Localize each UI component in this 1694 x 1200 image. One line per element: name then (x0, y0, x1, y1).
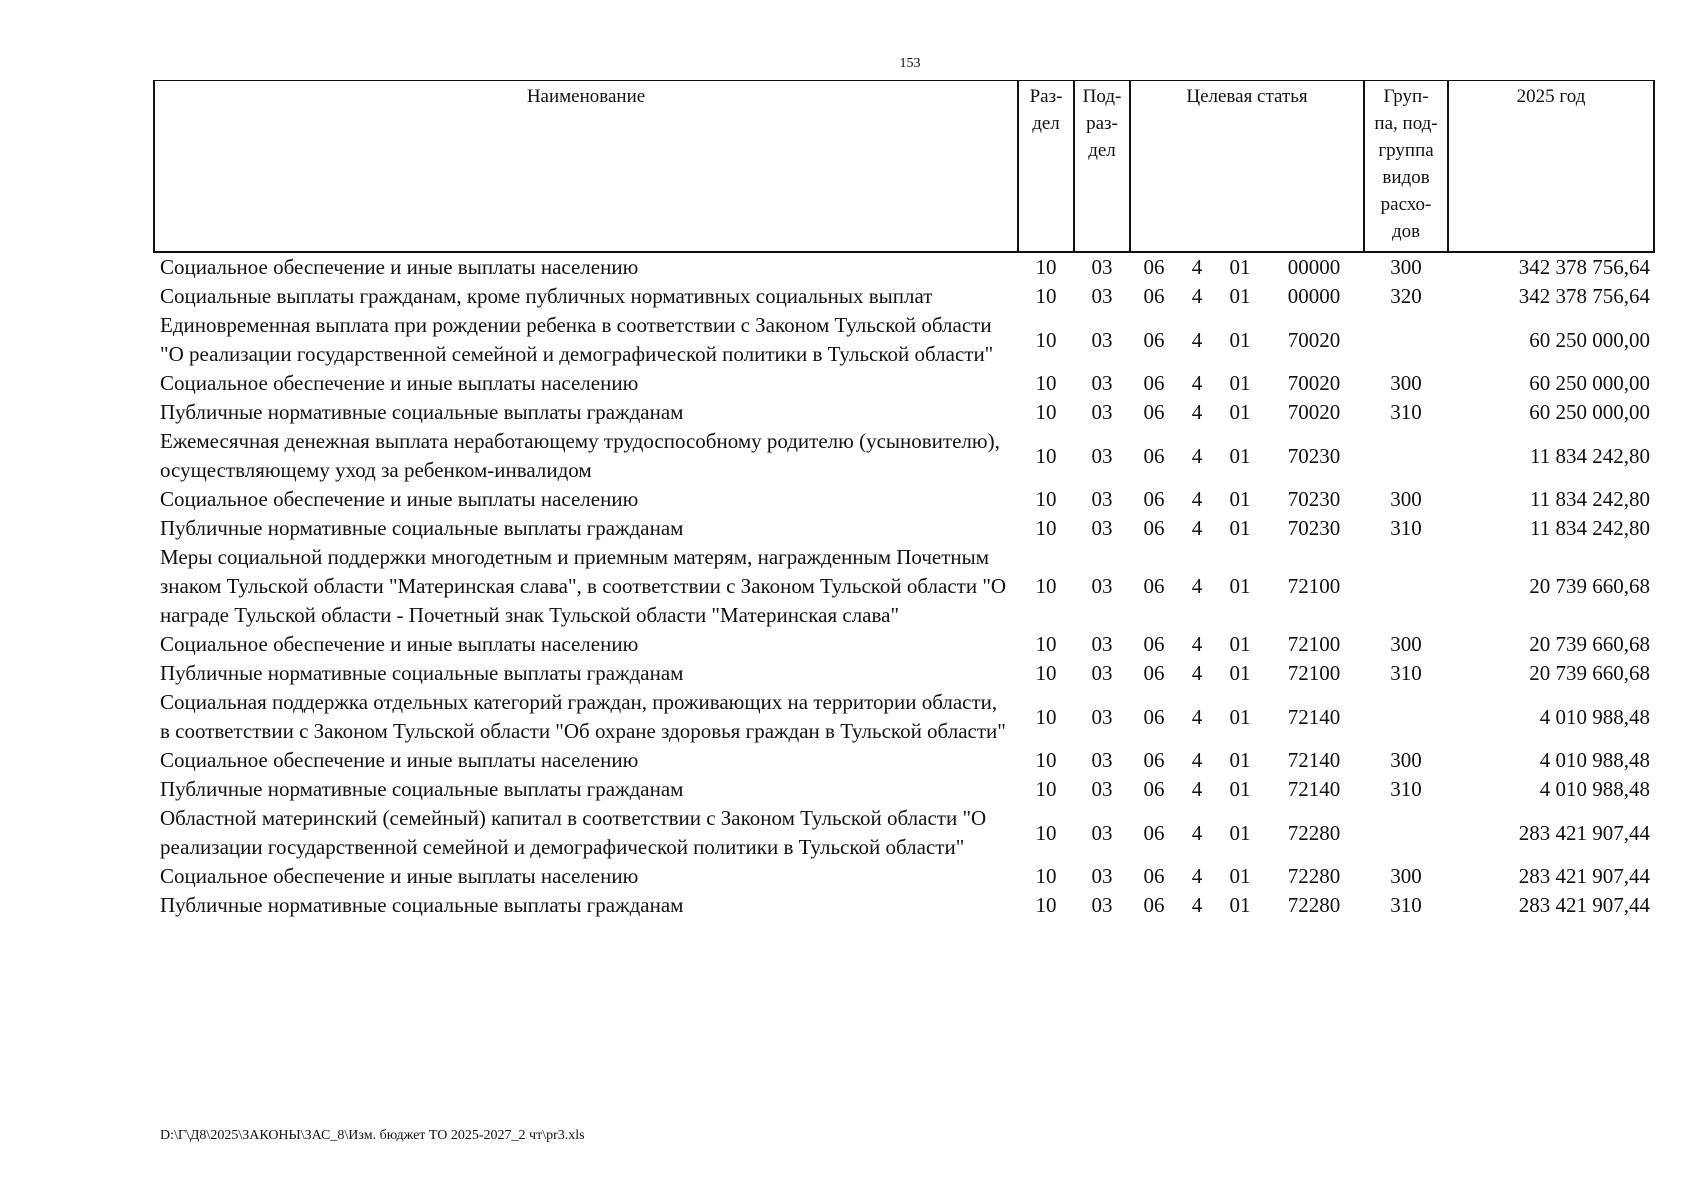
cell-target-program: 06 (1143, 777, 1165, 801)
cell-expense-group (1364, 688, 1448, 746)
cell-target-program: 06 (1143, 704, 1165, 729)
table-body (154, 252, 1654, 920)
cell-target-event: 01 (1229, 704, 1251, 729)
cell-target-direction: 70020 (1287, 371, 1341, 395)
cell-target-program: 06 (1143, 864, 1165, 888)
cell-razdel: 10 (1035, 516, 1057, 540)
cell-target-program: 06 (1143, 443, 1165, 468)
header-gruppa-vidov (1364, 81, 1448, 253)
cell-target-program: 06 (1143, 284, 1165, 308)
cell-target-direction: 72100 (1287, 574, 1341, 598)
cell-amount: 60 250 000,00 (1529, 371, 1651, 395)
cell-target-direction: 72140 (1287, 777, 1341, 801)
budget-table (153, 80, 1655, 920)
table-row (154, 891, 1654, 920)
table-row (154, 543, 1654, 630)
cell-name: Публичные нормативные социальные выплаты гражданам (160, 400, 684, 424)
cell-target-program: 06 (1143, 820, 1165, 845)
cell-name: Единовременная выплата при рождении ребенка в соответствии с Законом Тульской области "О реализации государственной семейной и демографической политики в Тульской области" (160, 313, 994, 366)
table-row (154, 514, 1654, 543)
cell-razdel: 10 (1035, 371, 1057, 395)
footer-file-path: D:\Г\Д8\2025\ЗАКОНЫ\ЗАС_8\Изм. бюджет ТО 2025-2027_2 чт\pr3.xls (160, 1128, 585, 1143)
table-row (154, 630, 1654, 659)
cell-target-event: 01 (1229, 516, 1251, 540)
cell-target-direction: 00000 (1287, 284, 1341, 308)
cell-target-program: 06 (1143, 487, 1165, 511)
cell-target-event: 01 (1229, 487, 1251, 511)
table-row (154, 659, 1654, 688)
table-row (154, 252, 1654, 282)
cell-razdel: 10 (1035, 893, 1057, 917)
cell-razdel: 10 (1035, 255, 1057, 279)
cell-expense-group: 310 (1390, 661, 1422, 685)
cell-amount: 60 250 000,00 (1529, 327, 1651, 352)
cell-podrazdel: 03 (1091, 487, 1113, 511)
cell-name: Областной материнский (семейный) капитал в соответствии с Законом Тульской области "О реализации государственной семейной и демографической политики в Тульской области" (160, 806, 987, 859)
table-header-row (154, 81, 1654, 253)
cell-expense-group: 310 (1390, 400, 1422, 424)
cell-amount: 283 421 907,44 (1518, 893, 1651, 917)
cell-razdel: 10 (1035, 661, 1057, 685)
cell-target-direction: 72140 (1287, 704, 1341, 729)
cell-target-program: 06 (1143, 400, 1165, 424)
cell-target-subprogram: 4 (1191, 893, 1203, 917)
cell-razdel: 10 (1035, 820, 1057, 845)
header-celevaya-statya: Целевая статья (1130, 81, 1364, 253)
table-row (154, 862, 1654, 891)
cell-expense-group (1364, 543, 1448, 630)
cell-target-subprogram: 4 (1191, 574, 1203, 598)
cell-target-subprogram: 4 (1191, 400, 1203, 424)
header-year: 2025 год (1448, 81, 1654, 253)
cell-amount: 20 739 660,68 (1529, 661, 1651, 685)
cell-amount: 11 834 242,80 (1530, 516, 1651, 540)
cell-name: Социальные выплаты гражданам, кроме публичных нормативных социальных выплат (160, 284, 933, 308)
cell-podrazdel: 03 (1091, 327, 1113, 352)
cell-podrazdel: 03 (1091, 255, 1113, 279)
cell-target-direction: 72100 (1287, 632, 1341, 656)
table-row (154, 746, 1654, 775)
cell-target-program: 06 (1143, 661, 1165, 685)
cell-target-subprogram: 4 (1191, 443, 1203, 468)
cell-target-program: 06 (1143, 255, 1165, 279)
cell-podrazdel: 03 (1091, 284, 1113, 308)
cell-target-direction: 72280 (1287, 864, 1341, 888)
cell-target-program: 06 (1143, 371, 1165, 395)
cell-target-program: 06 (1143, 748, 1165, 772)
cell-target-subprogram: 4 (1191, 704, 1203, 729)
cell-amount: 4 010 988,48 (1539, 777, 1651, 801)
cell-podrazdel: 03 (1091, 748, 1113, 772)
table-row (154, 282, 1654, 311)
cell-podrazdel: 03 (1091, 443, 1113, 468)
cell-amount: 283 421 907,44 (1518, 864, 1651, 888)
cell-podrazdel: 03 (1091, 777, 1113, 801)
cell-expense-group (1364, 804, 1448, 862)
header-podrazdel-text: Под- раз- дел (1082, 86, 1122, 161)
cell-expense-group: 310 (1390, 777, 1422, 801)
cell-expense-group: 300 (1390, 632, 1422, 656)
table-row (154, 398, 1654, 427)
cell-podrazdel: 03 (1091, 704, 1113, 729)
cell-name: Меры социальной поддержки многодетным и приемным матерям, награжденным Почетным знаком Тульской области "Материнская слава", в соответствии с Законом Тульской области "О награде Тульской области - Почетный знак Тульской области "Материнская слава" (160, 545, 1007, 627)
cell-target-program: 06 (1143, 516, 1165, 540)
cell-name: Социальная поддержка отдельных категорий граждан, проживающих на территории области, в соответствии с Законом Тульской области "Об охране здоровья граждан в Тульской области" (160, 690, 1006, 743)
cell-name: Социальное обеспечение и иные выплаты населению (160, 371, 639, 395)
cell-podrazdel: 03 (1091, 574, 1113, 598)
cell-target-event: 01 (1229, 820, 1251, 845)
cell-podrazdel: 03 (1091, 864, 1113, 888)
cell-target-event: 01 (1229, 284, 1251, 308)
cell-razdel: 10 (1035, 443, 1057, 468)
cell-razdel: 10 (1035, 864, 1057, 888)
cell-target-subprogram: 4 (1191, 516, 1203, 540)
cell-podrazdel: 03 (1091, 400, 1113, 424)
cell-name: Социальное обеспечение и иные выплаты населению (160, 255, 639, 279)
cell-target-direction: 72140 (1287, 748, 1341, 772)
cell-razdel: 10 (1035, 487, 1057, 511)
cell-razdel: 10 (1035, 574, 1057, 598)
cell-target-direction: 70230 (1287, 487, 1341, 511)
cell-amount: 342 378 756,64 (1518, 255, 1651, 279)
header-gruppa-text: Груп- па, под- группа видов расхо- дов (1374, 86, 1438, 242)
cell-name: Социальное обеспечение и иные выплаты населению (160, 487, 639, 511)
cell-target-program: 06 (1143, 893, 1165, 917)
cell-target-program: 06 (1143, 574, 1165, 598)
cell-target-subprogram: 4 (1191, 255, 1203, 279)
cell-name: Публичные нормативные социальные выплаты гражданам (160, 893, 684, 917)
cell-razdel: 10 (1035, 284, 1057, 308)
cell-name: Ежемесячная денежная выплата неработающему трудоспособному родителю (усыновителю), осуществляющему уход за ребенком-инвалидом (160, 429, 1000, 482)
cell-target-event: 01 (1229, 327, 1251, 352)
cell-target-event: 01 (1229, 255, 1251, 279)
cell-podrazdel: 03 (1091, 632, 1113, 656)
cell-name: Социальное обеспечение и иные выплаты населению (160, 864, 639, 888)
cell-expense-group: 310 (1390, 516, 1422, 540)
cell-expense-group: 300 (1390, 487, 1422, 511)
cell-expense-group: 300 (1390, 864, 1422, 888)
cell-name: Публичные нормативные социальные выплаты гражданам (160, 777, 684, 801)
header-razdel-text: Раз- дел (1029, 86, 1063, 134)
cell-razdel: 10 (1035, 748, 1057, 772)
cell-target-event: 01 (1229, 574, 1251, 598)
header-podrazdel (1074, 81, 1130, 253)
cell-razdel: 10 (1035, 777, 1057, 801)
cell-target-subprogram: 4 (1191, 820, 1203, 845)
cell-podrazdel: 03 (1091, 661, 1113, 685)
cell-podrazdel: 03 (1091, 371, 1113, 395)
cell-target-direction: 00000 (1287, 255, 1341, 279)
budget-sheet (153, 80, 1653, 920)
cell-razdel: 10 (1035, 400, 1057, 424)
cell-target-subprogram: 4 (1191, 327, 1203, 352)
cell-target-program: 06 (1143, 327, 1165, 352)
cell-amount: 11 834 242,80 (1530, 487, 1651, 511)
cell-amount: 11 834 242,80 (1530, 443, 1651, 468)
header-name: Наименование (154, 81, 1018, 253)
cell-expense-group: 300 (1390, 748, 1422, 772)
cell-expense-group: 300 (1390, 371, 1422, 395)
table-row (154, 369, 1654, 398)
cell-target-subprogram: 4 (1191, 864, 1203, 888)
cell-name: Социальное обеспечение и иные выплаты населению (160, 748, 639, 772)
cell-expense-group (1364, 311, 1448, 369)
cell-podrazdel: 03 (1091, 820, 1113, 845)
page-number: 153 (899, 56, 921, 71)
cell-name: Публичные нормативные социальные выплаты гражданам (160, 661, 684, 685)
table-row (154, 804, 1654, 862)
cell-amount: 4 010 988,48 (1539, 748, 1651, 772)
cell-target-subprogram: 4 (1191, 748, 1203, 772)
cell-amount: 20 739 660,68 (1529, 632, 1651, 656)
cell-target-subprogram: 4 (1191, 777, 1203, 801)
cell-podrazdel: 03 (1091, 516, 1113, 540)
cell-amount: 60 250 000,00 (1529, 400, 1651, 424)
table-row (154, 427, 1654, 485)
header-razdel (1018, 81, 1074, 253)
cell-amount: 342 378 756,64 (1518, 284, 1651, 308)
cell-target-subprogram: 4 (1191, 371, 1203, 395)
cell-razdel: 10 (1035, 327, 1057, 352)
table-row (154, 311, 1654, 369)
cell-target-direction: 70230 (1287, 516, 1341, 540)
cell-amount: 20 739 660,68 (1529, 574, 1651, 598)
cell-target-event: 01 (1229, 371, 1251, 395)
cell-target-event: 01 (1229, 748, 1251, 772)
cell-name: Публичные нормативные социальные выплаты гражданам (160, 516, 684, 540)
cell-target-event: 01 (1229, 400, 1251, 424)
cell-expense-group: 300 (1390, 255, 1422, 279)
cell-amount: 283 421 907,44 (1518, 820, 1651, 845)
cell-target-event: 01 (1229, 443, 1251, 468)
cell-target-direction: 72100 (1287, 661, 1341, 685)
cell-target-event: 01 (1229, 777, 1251, 801)
cell-target-event: 01 (1229, 893, 1251, 917)
cell-target-direction: 72280 (1287, 820, 1341, 845)
cell-target-program: 06 (1143, 632, 1165, 656)
cell-target-direction: 70020 (1287, 327, 1341, 352)
cell-target-subprogram: 4 (1191, 632, 1203, 656)
cell-podrazdel: 03 (1091, 893, 1113, 917)
cell-expense-group: 310 (1390, 893, 1422, 917)
table-row (154, 775, 1654, 804)
cell-name: Социальное обеспечение и иные выплаты населению (160, 632, 639, 656)
cell-razdel: 10 (1035, 704, 1057, 729)
cell-expense-group: 320 (1390, 284, 1422, 308)
cell-target-direction: 70230 (1287, 443, 1341, 468)
cell-target-subprogram: 4 (1191, 487, 1203, 511)
cell-target-direction: 70020 (1287, 400, 1341, 424)
cell-amount: 4 010 988,48 (1539, 704, 1651, 729)
cell-target-direction: 72280 (1287, 893, 1341, 917)
table-row (154, 688, 1654, 746)
cell-expense-group (1364, 427, 1448, 485)
cell-target-event: 01 (1229, 632, 1251, 656)
table-row (154, 485, 1654, 514)
cell-razdel: 10 (1035, 632, 1057, 656)
cell-target-subprogram: 4 (1191, 661, 1203, 685)
cell-target-event: 01 (1229, 864, 1251, 888)
cell-target-subprogram: 4 (1191, 284, 1203, 308)
cell-target-event: 01 (1229, 661, 1251, 685)
